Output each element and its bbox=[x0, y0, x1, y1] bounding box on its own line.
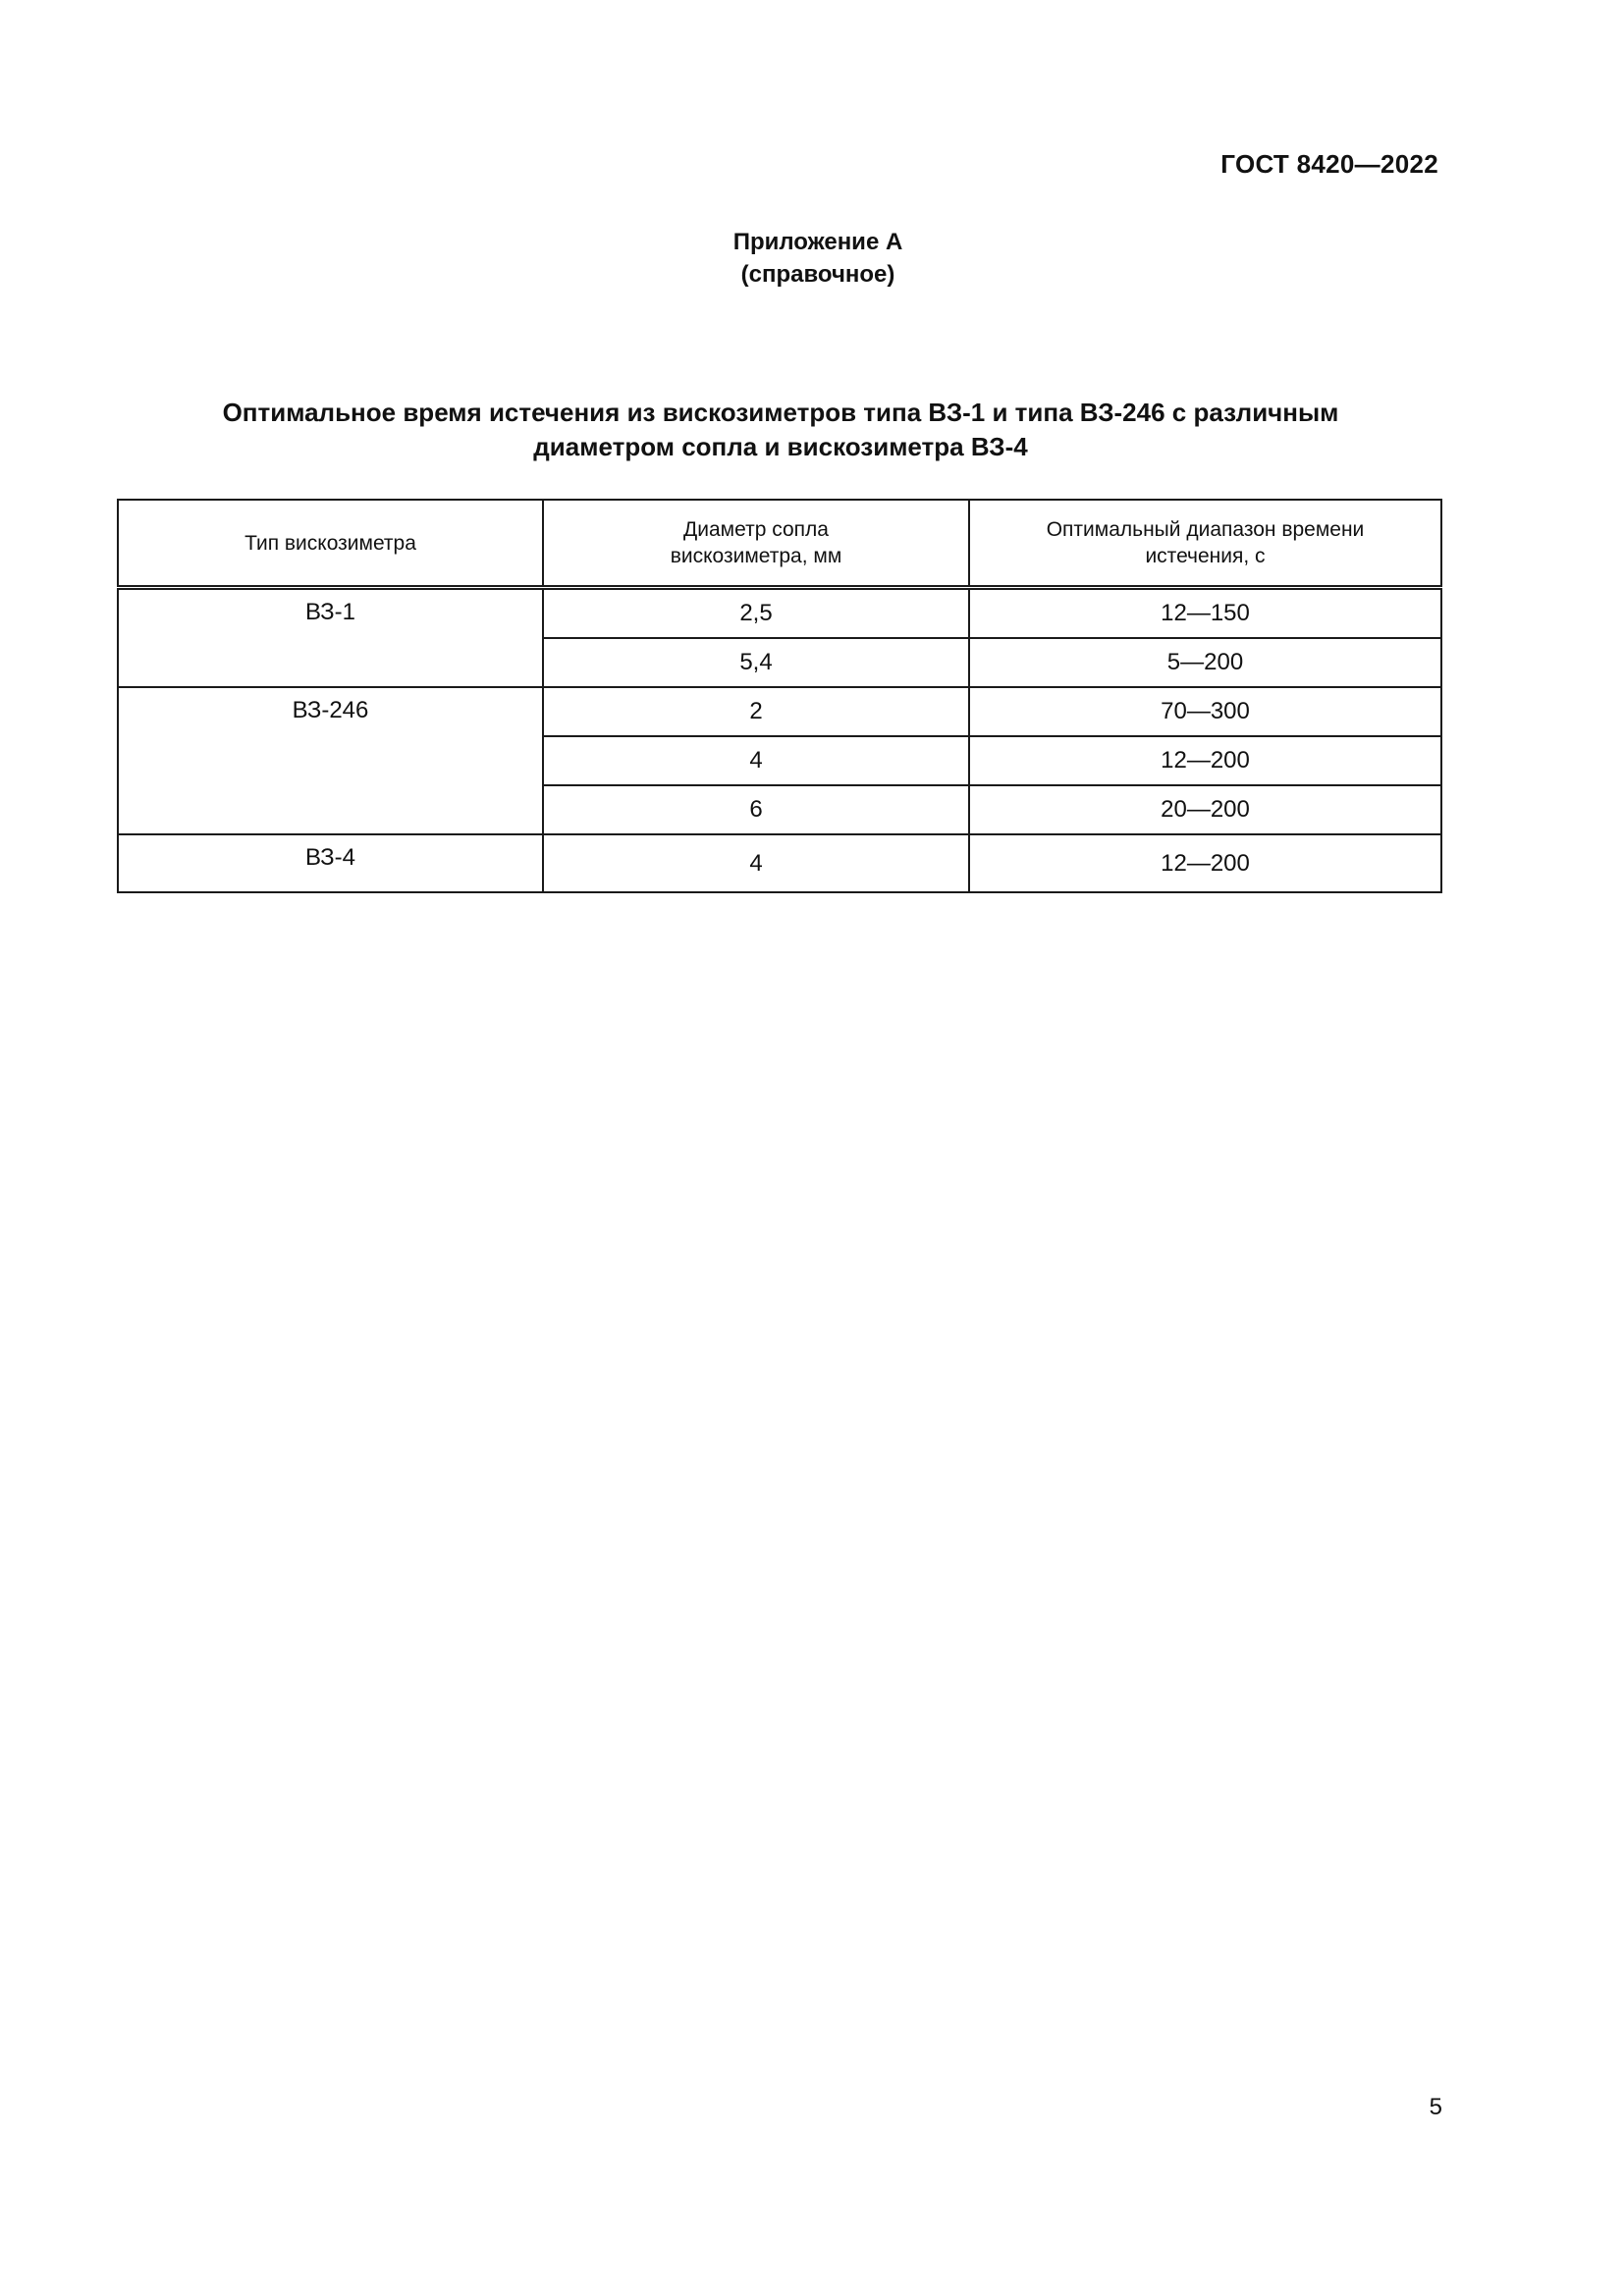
document-code: ГОСТ 8420—2022 bbox=[1220, 149, 1438, 179]
table-title-line-1: Оптимальное время истечения из вискозиметров типа ВЗ-1 и типа ВЗ-246 с различным bbox=[222, 398, 1339, 427]
diameter-cell: 5,4 bbox=[543, 638, 969, 687]
table-row bbox=[118, 588, 1441, 639]
diameter-cell: 4 bbox=[543, 736, 969, 785]
range-cell: 12—200 bbox=[969, 834, 1441, 892]
type-cell: ВЗ-1 bbox=[118, 588, 543, 688]
diameter-cell: 2,5 bbox=[543, 588, 969, 639]
range-cell: 5—200 bbox=[969, 638, 1441, 687]
table-title bbox=[147, 396, 1414, 464]
range-cell: 70—300 bbox=[969, 687, 1441, 736]
range-cell: 12—150 bbox=[969, 588, 1441, 639]
header-range-line-1: Оптимальный диапазон времени bbox=[1046, 518, 1365, 541]
header-type-label: Тип вискозиметра bbox=[244, 531, 416, 555]
appendix-heading bbox=[0, 226, 1624, 291]
header-range bbox=[969, 500, 1441, 588]
viscometer-table bbox=[117, 499, 1442, 893]
header-range-line-2: истечения, с bbox=[1145, 545, 1266, 567]
diameter-cell: 4 bbox=[543, 834, 969, 892]
header-diameter bbox=[543, 500, 969, 588]
diameter-cell: 2 bbox=[543, 687, 969, 736]
range-cell: 12—200 bbox=[969, 736, 1441, 785]
table-title-line-2: диаметром сопла и вискозиметра ВЗ-4 bbox=[533, 432, 1028, 461]
appendix-title: Приложение А bbox=[732, 229, 903, 255]
table-row bbox=[118, 687, 1441, 736]
type-cell: ВЗ-246 bbox=[118, 687, 543, 834]
type-cell: ВЗ-4 bbox=[118, 834, 543, 892]
header-diameter-line-2: вискозиметра, мм bbox=[670, 545, 842, 567]
appendix-subtitle: (справочное) bbox=[740, 261, 895, 288]
table-row bbox=[118, 834, 1441, 892]
table-header-row bbox=[118, 500, 1441, 588]
header-type bbox=[118, 500, 543, 588]
header-diameter-line-1: Диаметр сопла bbox=[683, 518, 829, 541]
range-cell: 20—200 bbox=[969, 785, 1441, 834]
page-number: 5 bbox=[1429, 2094, 1442, 2120]
diameter-cell: 6 bbox=[543, 785, 969, 834]
